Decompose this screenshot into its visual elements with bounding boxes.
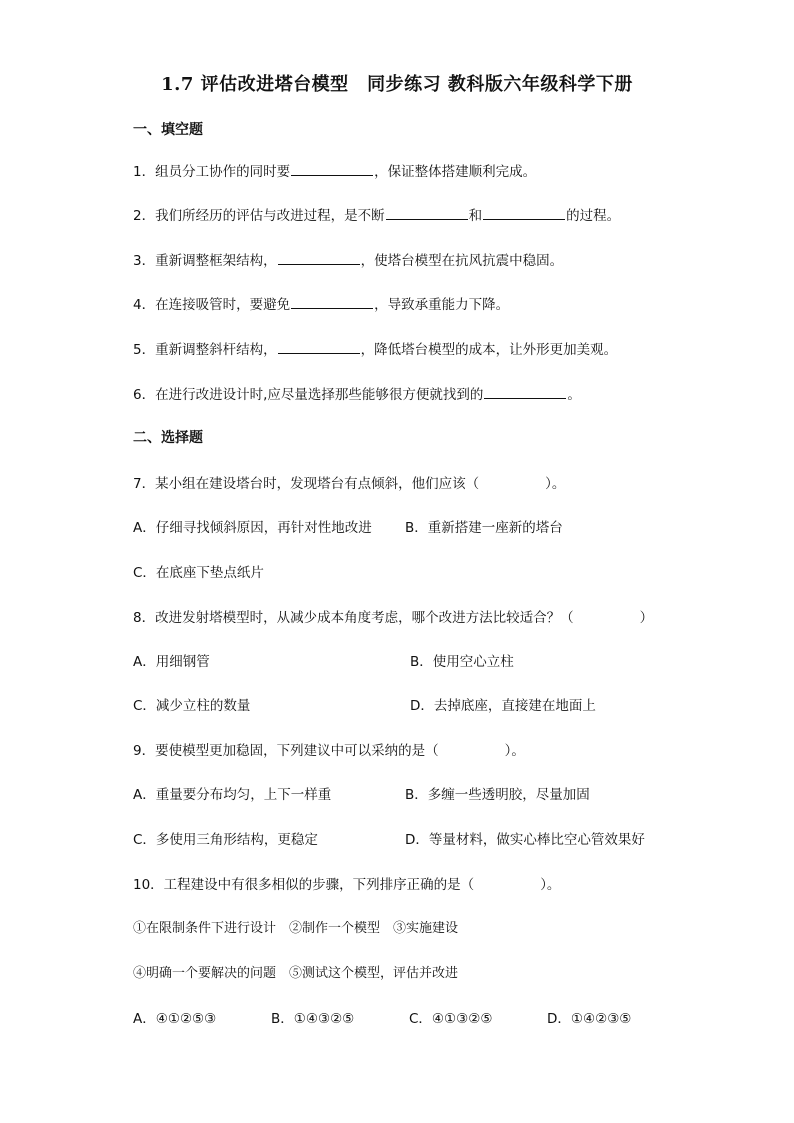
question-9-stem: 9．要使模型更加稳固，下列建议中可以采纳的是（ <box>133 743 439 759</box>
question-7-close: ）。 <box>545 476 566 492</box>
question-4-text-end: ，导致承重能力下降。 <box>374 297 510 313</box>
question-2-text-mid: 和 <box>468 208 483 224</box>
question-6 <box>133 383 581 403</box>
question-8-option-b[interactable]: B．使用空心立柱 <box>410 654 514 670</box>
question-10-steps-line-2: ④明确一个要解决的问题 ⑤测试这个模型，评估并改进 <box>133 966 459 981</box>
section-choice-heading: 二、选择题 <box>133 430 203 446</box>
question-8-option-a[interactable]: A．用细钢管 <box>133 654 210 670</box>
question-10-steps-line-1: ①在限制条件下进行设计 ②制作一个模型 ③实施建设 <box>133 921 459 936</box>
question-8 <box>133 606 653 626</box>
question-8-option-c[interactable]: C．减少立柱的数量 <box>133 698 251 714</box>
question-2 <box>133 204 620 224</box>
question-6-text: 6．在进行改进设计时,应尽量选择那些能够很方便就找到的 <box>133 387 484 403</box>
question-10-option-d[interactable]: D．①④②③⑤ <box>547 1011 632 1027</box>
question-3-text-end: ，使塔台模型在抗风抗震中稳固。 <box>360 253 564 269</box>
question-8-stem: 8．改进发射塔模型时，从减少成本角度考虑，哪个改进方法比较适合？（ <box>133 610 574 626</box>
question-5-text: 5．重新调整斜杆结构， <box>133 342 277 358</box>
answer-blank[interactable] <box>278 252 360 265</box>
page-title: 1.7 评估改进塔台模型 同步练习 教科版六年级科学下册 <box>161 74 633 95</box>
answer-blank[interactable] <box>278 341 360 354</box>
question-7-option-c[interactable]: C．在底座下垫点纸片 <box>133 565 264 581</box>
question-7-option-b[interactable]: B．重新搭建一座新的塔台 <box>405 520 563 536</box>
question-10-option-b[interactable]: B．①④③②⑤ <box>271 1011 355 1027</box>
question-4-text: 4．在连接吸管时，要避免 <box>133 297 291 313</box>
question-3-text: 3．重新调整框架结构， <box>133 253 277 269</box>
question-6-text-end: 。 <box>567 387 581 403</box>
question-7-stem: 7．某小组在建设塔台时，发现塔台有点倾斜，他们应该（ <box>133 476 480 492</box>
question-10 <box>133 873 560 893</box>
question-1-text: 1．组员分工协作的同时要 <box>133 164 291 180</box>
answer-blank[interactable] <box>291 163 373 176</box>
answer-blank[interactable] <box>291 296 373 309</box>
answer-blank[interactable] <box>483 207 565 220</box>
question-10-close: ）。 <box>540 877 561 893</box>
question-9-option-d[interactable]: D．等量材料，做实心棒比空心管效果好 <box>405 832 645 848</box>
answer-blank[interactable] <box>484 386 566 399</box>
question-9 <box>133 739 525 759</box>
question-2-text: 2．我们所经历的评估与改进过程，是不断 <box>133 208 385 224</box>
question-1-text-end: ，保证整体搭建顺利完成。 <box>374 164 537 180</box>
question-8-close: ） <box>639 610 654 626</box>
question-8-option-d[interactable]: D．去掉底座，直接建在地面上 <box>410 698 596 714</box>
question-5 <box>133 338 617 358</box>
question-10-option-a[interactable]: A．④①②⑤③ <box>133 1011 217 1027</box>
question-2-text-end: 的过程。 <box>566 208 621 224</box>
question-9-option-c[interactable]: C．多使用三角形结构，更稳定 <box>133 832 318 848</box>
question-10-stem: 10．工程建设中有很多相似的步骤，下列排序正确的是（ <box>133 877 475 893</box>
question-10-option-c[interactable]: C．④①③②⑤ <box>409 1011 493 1027</box>
question-1 <box>133 160 536 180</box>
question-9-close: ）。 <box>504 743 525 759</box>
question-4 <box>133 293 509 313</box>
question-7-option-a[interactable]: A．仔细寻找倾斜原因，再针对性地改进 <box>133 520 372 536</box>
question-9-option-b[interactable]: B．多缠一些透明胶，尽量加固 <box>405 787 590 803</box>
question-5-text-end: ，降低塔台模型的成本，让外形更加美观。 <box>360 342 618 358</box>
question-9-option-a[interactable]: A．重量要分布均匀，上下一样重 <box>133 787 332 803</box>
question-3 <box>133 249 563 269</box>
answer-blank[interactable] <box>386 207 468 220</box>
section-fill-blank-heading: 一、填空题 <box>133 122 203 138</box>
question-7 <box>133 472 565 492</box>
